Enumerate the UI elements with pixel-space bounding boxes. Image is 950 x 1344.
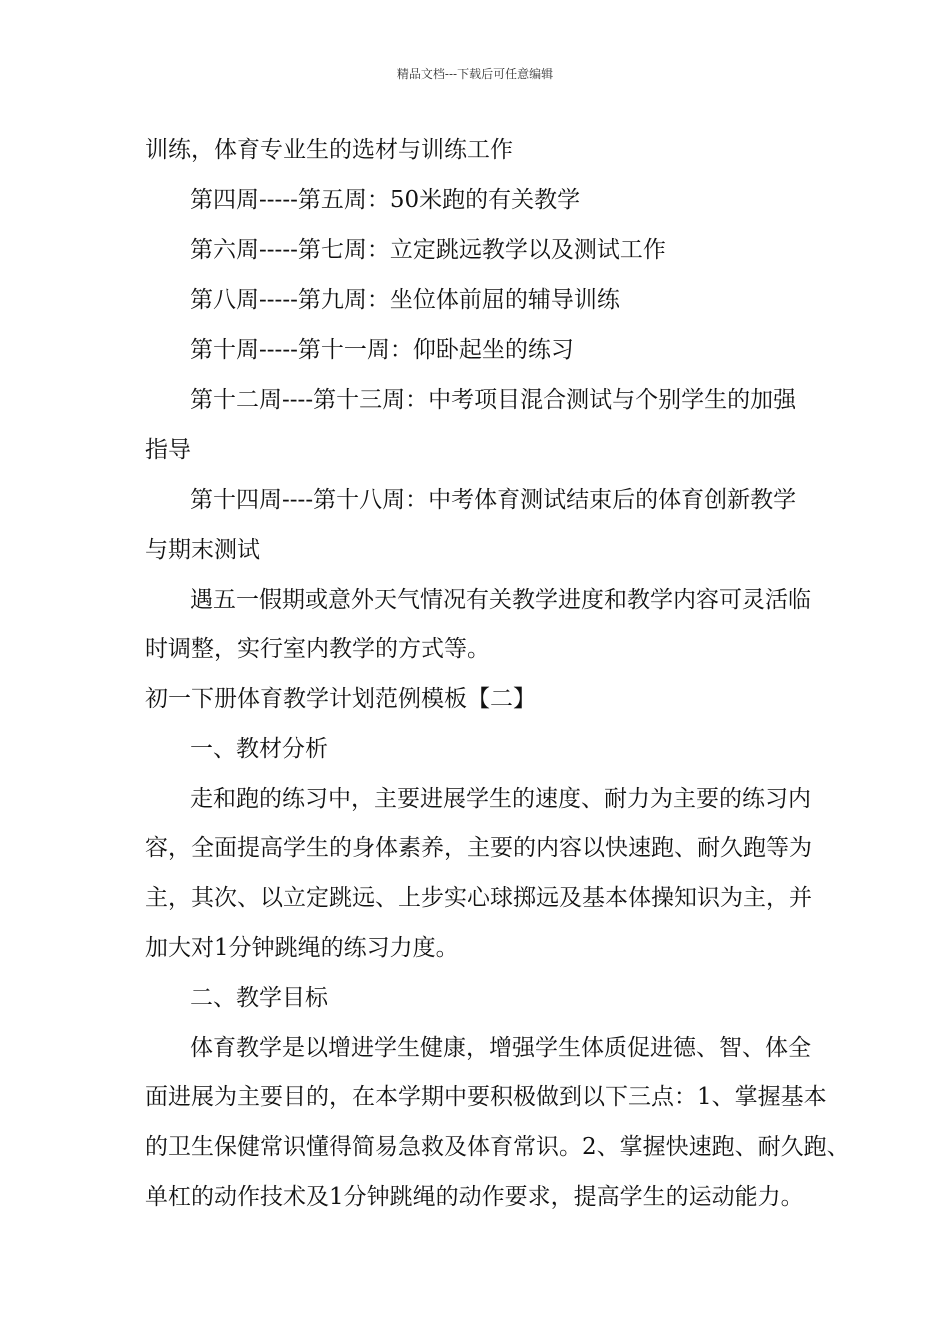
text-line: 时调整，实行室内教学的方式等。 [145, 636, 490, 662]
text-line: 第十二周----第十三周：中考项目混合测试与个别学生的加强 [190, 387, 797, 413]
text-line: 第十四周----第十八周：中考体育测试结束后的体育创新教学 [190, 487, 797, 513]
text-line: 主，其次、以立定跳远、上步实心球掷远及基本体操知识为主，并 [145, 885, 812, 911]
text-line: 第八周-----第九周：坐位体前屈的辅导训练 [190, 287, 620, 313]
text-line: 加大对1分钟跳绳的练习力度。 [145, 935, 459, 961]
text-line: 第六周-----第七周：立定跳远教学以及测试工作 [190, 237, 666, 263]
subsection-heading: 二、教学目标 [190, 985, 328, 1011]
text-line: 体育教学是以增进学生健康，增强学生体质促进德、智、体全 [190, 1035, 811, 1061]
text-line: 第四周-----第五周：50米跑的有关教学 [190, 187, 581, 213]
text-line: 训练，体育专业生的选材与训练工作 [145, 137, 513, 163]
text-line: 走和跑的练习中，主要进展学生的速度、耐力为主要的练习内 [190, 786, 811, 812]
text-line: 指导 [145, 437, 191, 463]
page-header: 精品文档---下载后可任意编辑 [396, 67, 554, 81]
text-line: 面进展为主要目的，在本学期中要积极做到以下三点：1、掌握基本 [145, 1084, 827, 1110]
text-line: 与期末测试 [145, 537, 260, 563]
text-line: 遇五一假期或意外天气情况有关教学进度和教学内容可灵活临 [190, 587, 811, 613]
subsection-heading: 一、教材分析 [190, 736, 328, 762]
text-line: 第十周-----第十一周：仰卧起坐的练习 [190, 337, 574, 363]
text-line: 的卫生保健常识懂得简易急救及体育常识。2、掌握快速跑、耐久跑、 [145, 1134, 850, 1160]
text-line: 单杠的动作技术及1分钟跳绳的动作要求，提高学生的运动能力。 [145, 1184, 804, 1210]
section-title: 初一下册体育教学计划范例模板【二】 [145, 686, 536, 712]
text-line: 容，全面提高学生的身体素养，主要的内容以快速跑、耐久跑等为 [145, 835, 812, 861]
